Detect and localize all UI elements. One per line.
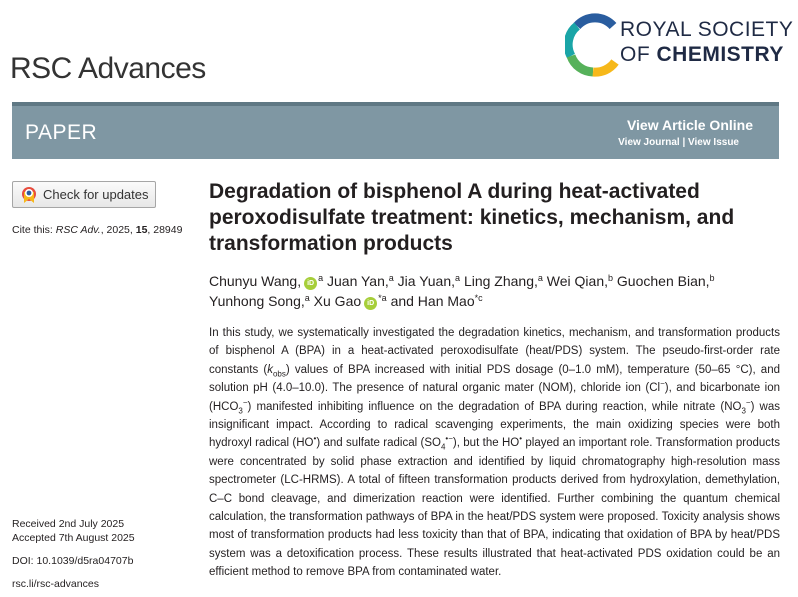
- rsc-c-ring-icon: [565, 12, 625, 78]
- author-name: Jia Yuan,: [397, 273, 456, 289]
- view-journal-issue-links[interactable]: View Journal | View Issue: [618, 137, 739, 148]
- authors-line-1: Chunyu Wang, $iD^a$ Juan Yan,$^a$ Jia Yuan,$^a$ Ling Zhang,$^a$ Wei Qian,$^b$ Guochen Bian,$^b$: [209, 273, 715, 289]
- author-name: Xu Gao: [313, 293, 362, 309]
- received-date: Received 2nd July 2025: [12, 518, 125, 530]
- check-for-updates-button[interactable]: [12, 181, 156, 208]
- orcid-icon[interactable]: iD: [364, 297, 377, 310]
- author-name: Yunhong Song,: [209, 293, 305, 309]
- article-title: Degradation of bisphenol A during heat-activated peroxodisulfate treatment: kinetics, mechanism, and transformation products: [209, 180, 735, 255]
- author-name: Juan Yan,: [327, 273, 389, 289]
- abstract: In this study, we systematically investigated the degradation kinetics, mechanism, and transformation products of bisphenol A (BPA) in a heat-activated peroxodisulfate (heat/PDS) system. The pseudo-first-order rate constants $(k_{obs})$ values of BPA increased with initial PDS dosage (0–1.0 mM), temperature (50–65 °C), and solution pH (4.0–10.0). The presence of natural organic mater (NOM), chloride ion (Cl−), and bicarbonate ion $(HCO_3^-)$ manifested inhibiting influence on the degradation of BPA during reaction, while nitrate $(NO_3^-)$ was insignificant impact. According to radical scavenging experiments, the main oxidizing species were both hydroxyl radical (HO•) and sulfate radical $(SO_4^{•-})$, but the HO• played an important role. Transformation products were concentrated by solid phase extraction and identified by liquid chromatography high-resolution mass spectrometer (LC-HRMS). A total of fifteen transformation products derived from hydroxylation, demethylation, C–C bond cleavage, and dimerization reaction were identified. Further combining the quantum chemical calculation, the transformation pathways of BPA in the heat/PDS system were proposed. Toxicity analysis shows most of transformation products had less toxicity than that of BPA, indicating that oxidation of BPA by heat/PDS system was a detoxification process. These results illustrated that heat-activated PDS oxidation could be an efficient method to remove BPA from contaminated water.: [209, 327, 780, 579]
- article-type: PAPER: [25, 121, 98, 144]
- author-name: Guochen Bian,: [616, 273, 710, 289]
- publisher-name-line2: OF CHEMISTRY: [620, 43, 784, 66]
- view-article-online-link[interactable]: View Article Online: [626, 117, 753, 133]
- authors-line-2: Yunhong Song,$^a$ Xu Gao $iD^{*a}$ and Han Mao$^{*c}$: [209, 293, 483, 309]
- doi-link[interactable]: DOI: 10.1039/d5ra04707b: [12, 555, 134, 567]
- article-type-banner: [12, 102, 779, 159]
- publisher-name-line1: ROYAL SOCIETY: [620, 18, 794, 41]
- journal-short-link[interactable]: rsc.li/rsc-advances: [12, 578, 99, 590]
- author-name: Ling Zhang,: [463, 273, 538, 289]
- check-for-updates-label: Check for updates: [43, 187, 149, 202]
- accepted-date: Accepted 7th August 2025: [12, 532, 135, 544]
- crossmark-icon: [21, 186, 37, 204]
- citation: Cite this: RSC Adv., 2025, 15, 28949: [12, 224, 183, 236]
- author-name: Wei Qian,: [546, 273, 609, 289]
- author-name: and Han Mao: [390, 293, 475, 309]
- orcid-icon[interactable]: iD: [304, 277, 317, 290]
- author-name: Chunyu Wang,: [209, 273, 302, 289]
- journal-name: RSC Advances: [10, 52, 206, 85]
